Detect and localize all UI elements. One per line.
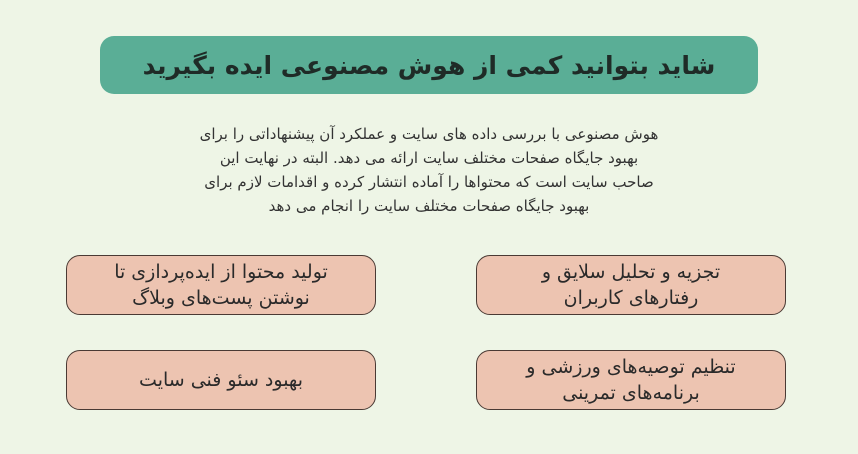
idea-card-content-generation — [66, 255, 376, 315]
idea-card-user-analysis — [476, 255, 786, 315]
card-text-line: تنظیم توصیه‌های ورزشی و — [526, 356, 736, 378]
idea-card-technical-seo — [66, 350, 376, 410]
description-line: هوش مصنوعی با بررسی داده های سایت و عملکرد آن پیشنهاداتی را برای — [199, 125, 659, 143]
card-text-line: بهبود سئو فنی سایت — [139, 369, 303, 391]
idea-card-fitness-recommendations — [476, 350, 786, 410]
card-text-line: رفتارهای کاربران — [563, 287, 699, 309]
page-title: شاید بتوانید کمی از هوش مصنوعی ایده بگیرید — [142, 50, 716, 80]
card-text-line: تولید محتوا از ایده‌پردازی تا — [114, 261, 328, 283]
description-line: صاحب سایت است که محتواها را آماده انتشار کرده و اقدامات لازم برای — [204, 173, 654, 191]
card-text-line: برنامه‌های تمرینی — [562, 382, 700, 404]
title-banner — [100, 36, 758, 94]
card-text-line: تجزیه و تحلیل سلایق و — [541, 261, 721, 283]
description-line: بهبود جایگاه صفحات مختلف سایت را انجام می دهد — [268, 197, 590, 215]
card-text-line: نوشتن پست‌های وبلاگ — [132, 287, 310, 309]
description-paragraph — [120, 122, 738, 218]
description-line: بهبود جایگاه صفحات مختلف سایت ارائه می دهد. البته در نهایت این — [219, 149, 639, 167]
